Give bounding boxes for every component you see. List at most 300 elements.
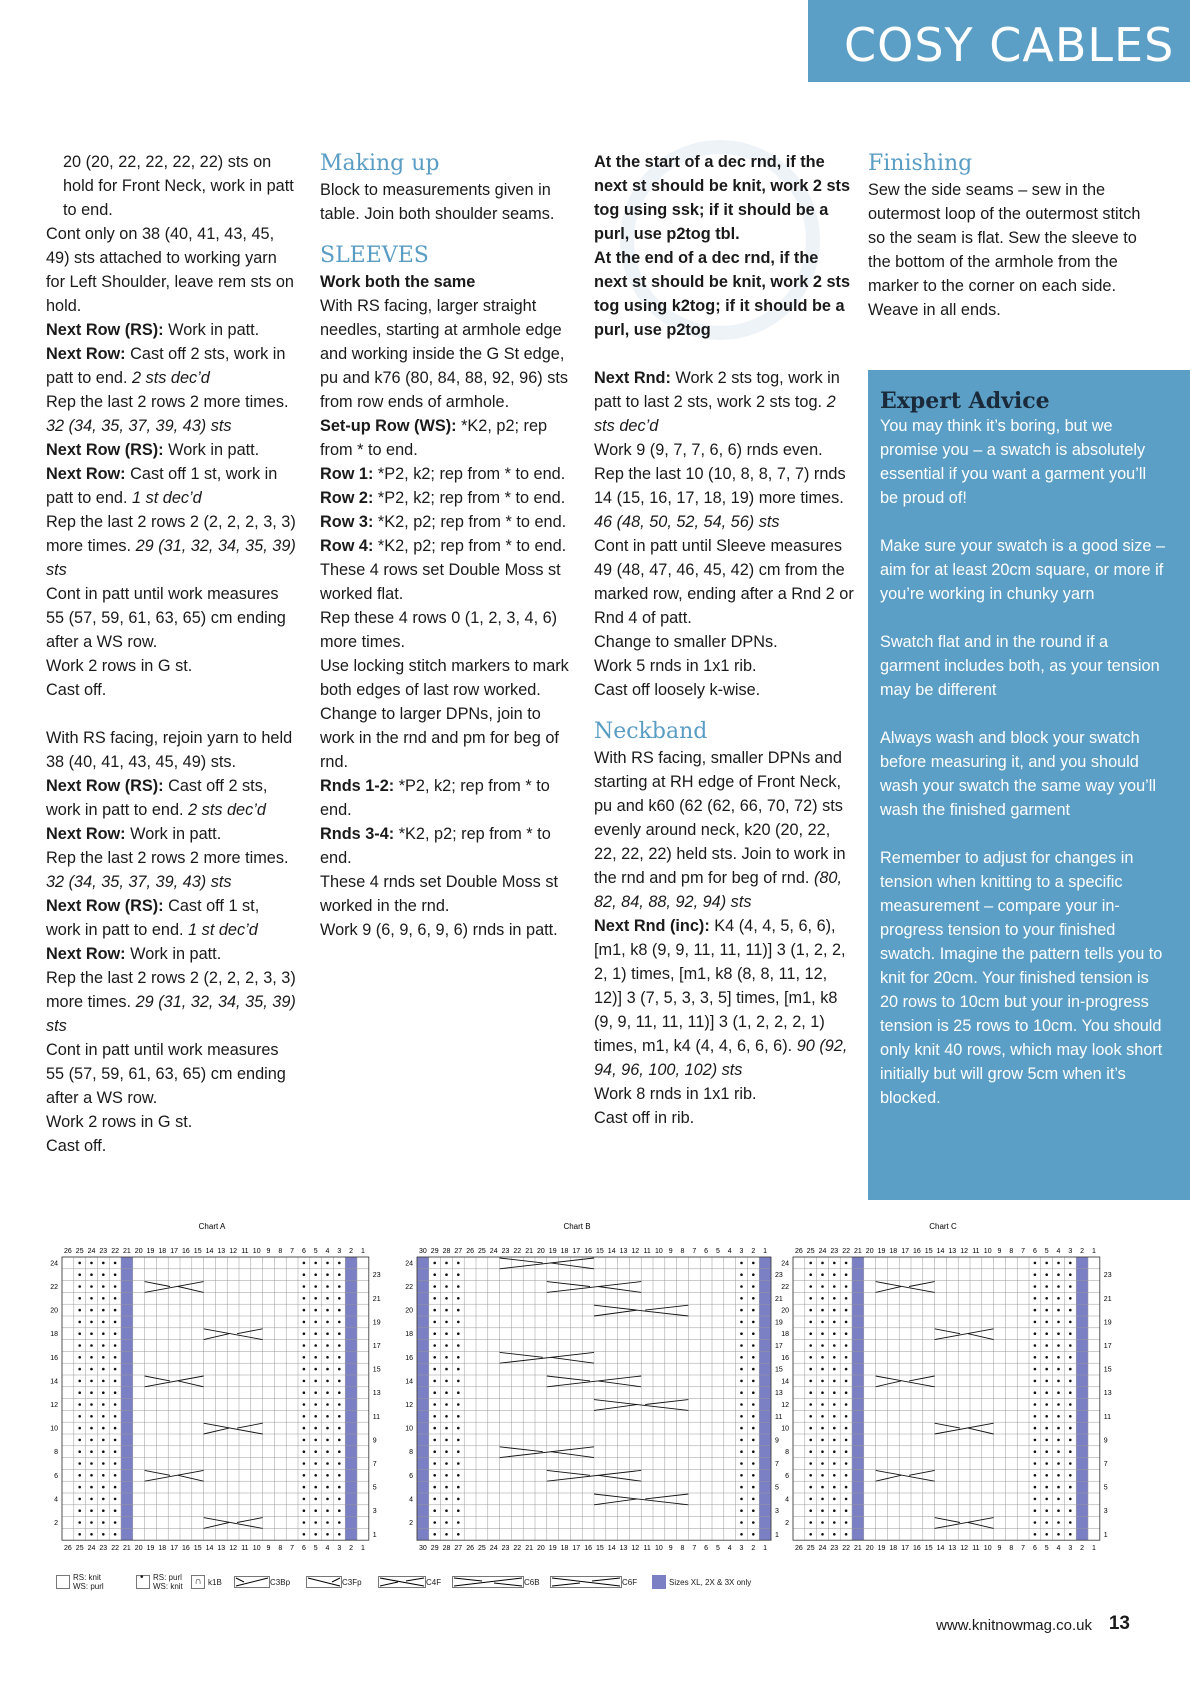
chart-b-col-number: 29 xyxy=(430,1545,439,1553)
chart-a-purl-dot xyxy=(78,1321,81,1324)
chart-b-col-number: 28 xyxy=(442,1248,451,1255)
text: Use locking stitch markers to mark both edges of last row worked. xyxy=(320,657,569,699)
chart-b-purl-dot xyxy=(752,1273,755,1276)
legend-c4f xyxy=(378,1570,441,1594)
chart-c-purl-dot xyxy=(1057,1368,1060,1371)
text: Rep these 4 rows 0 (1, 2, 3, 4, 6) more times. xyxy=(320,609,558,651)
chart-a-purl-dot xyxy=(303,1439,306,1442)
label: Next Row (RS): xyxy=(46,777,164,795)
chart-c-purl-dot xyxy=(1045,1439,1048,1442)
chart-c-purl-dot xyxy=(1069,1356,1072,1359)
chart-a-purl-dot xyxy=(303,1450,306,1453)
chart-c-purl-dot xyxy=(833,1498,836,1501)
text: These 4 rows set Double Moss st worked flat. xyxy=(320,561,561,603)
chart-b-col-number: 15 xyxy=(596,1248,604,1255)
chart-c-purl-dot xyxy=(1069,1498,1072,1501)
chart-b-row-number: 14 xyxy=(405,1378,413,1386)
chart-a-purl-dot xyxy=(326,1391,329,1394)
chart-c-col-number: 20 xyxy=(865,1545,874,1553)
legend-c6b-label: C6B xyxy=(524,1577,540,1587)
chart-c-purl-dot xyxy=(845,1391,848,1394)
chart-a-cable xyxy=(237,1329,263,1334)
legend-k1b-label: k1B xyxy=(208,1577,222,1587)
chart-c-purl-dot xyxy=(845,1321,848,1324)
chart-c-purl-dot xyxy=(845,1332,848,1335)
chart-b-purl-dot xyxy=(752,1521,755,1524)
instruction xyxy=(320,414,575,462)
chart-a-purl-dot xyxy=(326,1285,329,1288)
chart-b-purl-dot xyxy=(457,1462,460,1465)
chart-a-col-number: 22 xyxy=(111,1545,119,1553)
chart-b-row-number: 20 xyxy=(405,1307,413,1315)
chart-a-col-number: 19 xyxy=(146,1248,155,1255)
chart-c-col-number: 18 xyxy=(889,1248,898,1255)
chart-a-purl-dot xyxy=(102,1474,105,1477)
chart-a-purl-dot xyxy=(114,1332,117,1335)
chart-c-purl-dot xyxy=(821,1450,824,1453)
chart-b-purl-dot xyxy=(752,1309,755,1312)
chart-c-col-number: 26 xyxy=(795,1545,803,1553)
chart-c-purl-dot xyxy=(1045,1415,1048,1418)
chart-b-purl-dot xyxy=(433,1509,436,1512)
heading-making-up: Making up xyxy=(320,151,440,176)
chart-c-purl-dot xyxy=(1034,1509,1037,1512)
instruction xyxy=(46,318,296,342)
chart-b-row-number: 21 xyxy=(775,1295,783,1303)
chart-c-purl-dot xyxy=(1069,1427,1072,1430)
chart-c-purl-dot xyxy=(1034,1344,1037,1347)
chart-c-purl-dot xyxy=(833,1509,836,1512)
chart-c-col-number: 12 xyxy=(960,1545,968,1553)
instruction xyxy=(320,462,575,486)
chart-a-purl-dot xyxy=(78,1380,81,1383)
chart-c-purl-dot xyxy=(1069,1332,1072,1335)
chart-a-purl-dot xyxy=(90,1403,93,1406)
instruction xyxy=(46,846,296,894)
chart-b-col-number: 14 xyxy=(607,1248,616,1255)
chart-a-purl-dot xyxy=(90,1262,93,1265)
note: 29 (31, 32, 34, 35, 39) sts xyxy=(46,993,296,1035)
chart-a-purl-dot xyxy=(303,1474,306,1477)
chart-c-purl-dot xyxy=(809,1368,812,1371)
chart-a-purl-dot xyxy=(326,1415,329,1418)
advice-title: Expert Advice xyxy=(880,388,1050,414)
chart-a-purl-dot xyxy=(90,1450,93,1453)
chart-c-purl-dot xyxy=(1069,1262,1072,1265)
chart-a-purl-dot xyxy=(314,1533,317,1536)
chart-a-row-number: 23 xyxy=(372,1272,381,1280)
chart-a-purl-dot xyxy=(326,1321,329,1324)
chart-a-purl-dot xyxy=(78,1439,81,1442)
legend-knit xyxy=(56,1570,104,1594)
chart-a-purl-dot xyxy=(338,1391,341,1394)
chart-a-purl-dot xyxy=(78,1427,81,1430)
chart-a-purl-dot xyxy=(78,1262,81,1265)
chart-c-col-number: 11 xyxy=(972,1248,980,1255)
chart-c-purl-dot xyxy=(1045,1273,1048,1276)
chart-c-row-number: 7 xyxy=(1103,1461,1108,1468)
chart-c-col-number: 9 xyxy=(997,1545,1002,1553)
chart-c-purl-dot xyxy=(1057,1509,1060,1512)
chart-b-purl-dot xyxy=(752,1332,755,1335)
label: Row 1: xyxy=(320,465,374,483)
chart-c-purl-dot xyxy=(809,1285,812,1288)
chart-c-purl-dot xyxy=(1069,1380,1072,1383)
chart-a-col-number: 10 xyxy=(252,1248,261,1255)
chart-b-purl-dot xyxy=(457,1509,460,1512)
chart-a-purl-dot xyxy=(114,1450,117,1453)
chart-a-purl-dot xyxy=(338,1285,341,1288)
chart-a-purl-dot xyxy=(78,1403,81,1406)
chart-c-col-number: 13 xyxy=(948,1545,957,1553)
instruction xyxy=(46,822,296,846)
chart-b-title: Chart B xyxy=(563,1222,591,1231)
chart-c-purl-dot xyxy=(833,1321,836,1324)
chart-c-col-number: 14 xyxy=(936,1248,945,1255)
chart-b-purl-dot xyxy=(457,1356,460,1359)
instruction xyxy=(46,774,296,822)
chart-b-purl-dot xyxy=(433,1368,436,1371)
label: Set-up Row (WS): xyxy=(320,417,457,435)
chart-a-purl-dot xyxy=(102,1391,105,1394)
chart-a-purl-dot xyxy=(314,1321,317,1324)
chart-a-row-number: 7 xyxy=(372,1461,377,1468)
chart-c-col-number: 3 xyxy=(1068,1545,1073,1553)
chart-b-purl-dot xyxy=(433,1297,436,1300)
chart-a-purl-dot xyxy=(90,1498,93,1501)
chart-c-purl-dot xyxy=(809,1262,812,1265)
chart-b-purl-dot xyxy=(740,1450,743,1453)
chart-b-col-number: 18 xyxy=(560,1248,569,1255)
chart-a-purl-dot xyxy=(90,1344,93,1347)
chart-c-purl-dot xyxy=(1045,1533,1048,1536)
chart-b-purl-dot xyxy=(433,1533,436,1536)
text: With RS facing, rejoin yarn to held 38 (40, 41, 43, 45, 49) sts. xyxy=(46,729,293,771)
chart-a-cable xyxy=(145,1470,171,1475)
chart-c-row-number: 21 xyxy=(1103,1295,1112,1303)
advice-text: Always wash and block your swatch before measuring it, and you should wash your swatch the same way you’ll wash the finished garment xyxy=(880,729,1156,819)
chart-a-row-number: 24 xyxy=(50,1260,58,1268)
chart-a-purl-dot xyxy=(303,1498,306,1501)
chart-c-col-number: 22 xyxy=(842,1248,850,1255)
chart-a-purl-dot xyxy=(90,1533,93,1536)
chart-c-purl-dot xyxy=(821,1321,824,1324)
chart-b-purl-dot xyxy=(433,1439,436,1442)
chart-c-col-number: 19 xyxy=(877,1545,886,1553)
chart-b-col-number: 3 xyxy=(739,1248,744,1255)
cable-symbol-icon xyxy=(452,1576,524,1588)
chart-b-purl-dot xyxy=(433,1285,436,1288)
chart-b-purl-dot xyxy=(457,1309,460,1312)
chart-a-col-number: 11 xyxy=(241,1545,249,1553)
chart-b-cable xyxy=(551,1357,594,1363)
legend-c3fp xyxy=(306,1570,362,1594)
chart-b-purl-dot xyxy=(457,1368,460,1371)
chart-b-purl-dot xyxy=(752,1474,755,1477)
chart-c-purl-dot xyxy=(1057,1415,1060,1418)
chart-c-purl-dot xyxy=(821,1332,824,1335)
chart-a-purl-dot xyxy=(326,1533,329,1536)
chart-b-purl-dot xyxy=(752,1498,755,1501)
chart-c-col-number: 14 xyxy=(936,1545,945,1553)
chart-c-purl-dot xyxy=(845,1450,848,1453)
chart-a-purl-dot xyxy=(338,1297,341,1300)
chart-c-purl-dot xyxy=(1034,1533,1037,1536)
chart-a-purl-dot xyxy=(303,1332,306,1335)
chart-b-purl-dot xyxy=(445,1509,448,1512)
chart-c-row-number: 11 xyxy=(1103,1413,1112,1421)
chart-b-purl-dot xyxy=(433,1262,436,1265)
chart-a-row-number: 18 xyxy=(50,1331,58,1339)
chart-b-purl-dot xyxy=(445,1309,448,1312)
chart-b-purl-dot xyxy=(740,1356,743,1359)
chart-b-col-number: 1 xyxy=(763,1248,768,1255)
chart-b-purl-dot xyxy=(445,1439,448,1442)
chart-a-col-number: 1 xyxy=(360,1248,365,1255)
chart-c-purl-dot xyxy=(845,1533,848,1536)
chart-c-purl-dot xyxy=(845,1368,848,1371)
chart-a-purl-dot xyxy=(114,1380,117,1383)
chart-a-purl-dot xyxy=(90,1391,93,1394)
text: Work in patt. xyxy=(163,321,260,339)
chart-b-purl-dot xyxy=(445,1450,448,1453)
chart-a-purl-dot xyxy=(314,1356,317,1359)
text: Cast off 2 sts, work in patt to end. xyxy=(46,345,286,387)
chart-a-purl-dot xyxy=(303,1415,306,1418)
chart-c-purl-dot xyxy=(821,1309,824,1312)
chart-c-row-number: 1 xyxy=(1103,1531,1108,1539)
chart-a-col-number: 17 xyxy=(170,1545,178,1553)
column-1 xyxy=(46,150,296,1158)
chart-a-row-number: 3 xyxy=(372,1508,377,1516)
chart-b-purl-dot xyxy=(752,1380,755,1383)
chart-b-purl-dot xyxy=(445,1474,448,1477)
chart-a-col-number: 8 xyxy=(278,1545,283,1553)
chart-c-col-number: 15 xyxy=(924,1545,933,1553)
chart-c-col-number: 10 xyxy=(983,1545,992,1553)
chart-b-col-number: 30 xyxy=(419,1545,427,1553)
chart-c-purl-dot xyxy=(833,1415,836,1418)
chart-a-col-number: 9 xyxy=(266,1248,271,1255)
chart-c-cable xyxy=(909,1282,935,1287)
chart-a-purl-dot xyxy=(314,1474,317,1477)
chart-b-row-number: 10 xyxy=(405,1425,413,1433)
chart-a-purl-dot xyxy=(78,1297,81,1300)
instruction xyxy=(320,774,575,822)
chart-c-purl-dot xyxy=(1034,1321,1037,1324)
chart-c-purl-dot xyxy=(1034,1273,1037,1276)
chart-b-purl-dot xyxy=(457,1297,460,1300)
chart-a-purl-dot xyxy=(102,1439,105,1442)
chart-a-col-number: 16 xyxy=(182,1545,190,1553)
chart-b-row-number: 16 xyxy=(405,1354,413,1362)
chart-c-purl-dot xyxy=(821,1462,824,1465)
legend-c4f-label: C4F xyxy=(426,1577,442,1587)
chart-a-purl-dot xyxy=(102,1462,105,1465)
chart-a-col-number: 6 xyxy=(301,1248,306,1255)
chart-b-purl-dot xyxy=(752,1462,755,1465)
chart-c-purl-dot xyxy=(1045,1391,1048,1394)
chart-b-purl-dot xyxy=(445,1521,448,1524)
text: Rep the last 2 rows 2 (2, 2, 2, 3, 3) more times. xyxy=(46,969,296,1011)
chart-a-purl-dot xyxy=(78,1344,81,1347)
chart-a-purl-dot xyxy=(114,1474,117,1477)
chart-a-purl-dot xyxy=(338,1344,341,1347)
chart-c-purl-dot xyxy=(1045,1521,1048,1524)
knitting-charts xyxy=(0,1215,1190,1553)
chart-b-purl-dot xyxy=(752,1391,755,1394)
chart-a-purl-dot xyxy=(114,1262,117,1265)
chart-a-purl-dot xyxy=(90,1509,93,1512)
chart-c-purl-dot xyxy=(1034,1450,1037,1453)
chart-a-purl-dot xyxy=(78,1533,81,1536)
label: Next Row (RS): xyxy=(46,441,164,459)
chart-a-purl-dot xyxy=(338,1427,341,1430)
chart-b-purl-dot xyxy=(445,1273,448,1276)
chart-a-col-number: 21 xyxy=(123,1545,131,1553)
label: Next Row (RS): xyxy=(46,321,164,339)
chart-a-col-number: 1 xyxy=(360,1545,365,1553)
chart-b-row-number: 7 xyxy=(775,1461,779,1468)
chart-c-purl-dot xyxy=(821,1297,824,1300)
chart-a-purl-dot xyxy=(90,1321,93,1324)
chart-c-purl-dot xyxy=(1069,1321,1072,1324)
chart-a-purl-dot xyxy=(114,1509,117,1512)
chart-b-col-number: 20 xyxy=(537,1248,545,1255)
chart-b-purl-dot xyxy=(740,1439,743,1442)
chart-a-col-number: 14 xyxy=(205,1545,214,1553)
chart-c-purl-dot xyxy=(1057,1332,1060,1335)
chart-c-row-number: 6 xyxy=(785,1472,789,1480)
chart-b-purl-dot xyxy=(740,1344,743,1347)
chart-c-purl-dot xyxy=(1034,1439,1037,1442)
chart-b-purl-dot xyxy=(740,1486,743,1489)
chart-a-purl-dot xyxy=(326,1403,329,1406)
chart-c-purl-dot xyxy=(1057,1321,1060,1324)
chart-c-row-number: 14 xyxy=(781,1378,789,1386)
chart-a-col-number: 23 xyxy=(99,1248,108,1255)
chart-a-purl-dot xyxy=(114,1309,117,1312)
chart-c-col-number: 20 xyxy=(865,1248,874,1255)
chart-a-purl-dot xyxy=(338,1262,341,1265)
column-3 xyxy=(594,150,856,1130)
chart-b-cable xyxy=(598,1381,641,1387)
chart-b-cable xyxy=(645,1400,688,1405)
chart-c-purl-dot xyxy=(821,1521,824,1524)
chart-b-col-number: 6 xyxy=(704,1248,709,1255)
chart-b-purl-dot xyxy=(445,1403,448,1406)
text: Work 5 rnds in 1x1 rib. xyxy=(594,657,757,675)
chart-c-row-number: 22 xyxy=(781,1284,789,1291)
chart-b-cable xyxy=(500,1447,543,1452)
chart-b-purl-dot xyxy=(445,1297,448,1300)
chart-a-purl-dot xyxy=(338,1533,341,1536)
chart-c-purl-dot xyxy=(1045,1368,1048,1371)
chart-c-purl-dot xyxy=(845,1474,848,1477)
chart-c-purl-dot xyxy=(845,1486,848,1489)
chart-b-col-number: 26 xyxy=(466,1545,474,1553)
chart-a-purl-dot xyxy=(303,1533,306,1536)
text: Cast off. xyxy=(46,1137,107,1155)
chart-a-purl-dot xyxy=(78,1356,81,1359)
chart-c-purl-dot xyxy=(809,1321,812,1324)
chart-c-purl-dot xyxy=(1034,1462,1037,1465)
chart-b-purl-dot xyxy=(752,1509,755,1512)
instruction xyxy=(46,342,296,390)
instruction xyxy=(594,746,856,914)
chart-c-purl-dot xyxy=(809,1439,812,1442)
chart-a-purl-dot xyxy=(326,1356,329,1359)
chart-b-purl-dot xyxy=(740,1285,743,1288)
text: Change to larger DPNs, join to work in the rnd and pm for beg of rnd. xyxy=(320,705,559,771)
text: Cont in patt until work measures 55 (57, 59, 61, 63, 65) cm ending after a WS row. xyxy=(46,585,286,651)
chart-c-purl-dot xyxy=(1069,1474,1072,1477)
chart-a-purl-dot xyxy=(102,1403,105,1406)
label: Rnds 1-2: xyxy=(320,777,395,795)
chart-c-purl-dot xyxy=(1069,1509,1072,1512)
chart-c-purl-dot xyxy=(1069,1285,1072,1288)
chart-a-purl-dot xyxy=(78,1462,81,1465)
chart-b-purl-dot xyxy=(433,1391,436,1394)
chart-a-purl-dot xyxy=(114,1273,117,1276)
chart-c-purl-dot xyxy=(1045,1321,1048,1324)
chart-b-purl-dot xyxy=(433,1380,436,1383)
chart-c-purl-dot xyxy=(1069,1297,1072,1300)
chart-b-purl-dot xyxy=(457,1474,460,1477)
text: Work 9 (6, 9, 6, 9, 6) rnds in patt. xyxy=(320,921,558,939)
chart-a-purl-dot xyxy=(338,1321,341,1324)
chart-b-purl-dot xyxy=(752,1415,755,1418)
chart-b-purl-dot xyxy=(752,1450,755,1453)
chart-c-purl-dot xyxy=(1034,1297,1037,1300)
chart-b-purl-dot xyxy=(740,1321,743,1324)
chart-b-purl-dot xyxy=(433,1344,436,1347)
chart-c-purl-dot xyxy=(821,1285,824,1288)
chart-c-purl-dot xyxy=(833,1344,836,1347)
chart-c-col-number: 17 xyxy=(901,1248,909,1255)
chart-c-purl-dot xyxy=(1034,1380,1037,1383)
chart-b-col-number: 1 xyxy=(763,1545,768,1553)
chart-c-purl-dot xyxy=(821,1356,824,1359)
text: Change to smaller DPNs. xyxy=(594,633,778,651)
chart-a-col-number: 4 xyxy=(325,1545,330,1553)
chart-b-cable xyxy=(594,1499,637,1505)
chart-c-col-number: 25 xyxy=(806,1545,815,1553)
chart-a-purl-dot xyxy=(326,1273,329,1276)
chart-a-purl-dot xyxy=(114,1498,117,1501)
chart-a-purl-dot xyxy=(78,1415,81,1418)
chart-c-purl-dot xyxy=(821,1273,824,1276)
chart-b-cable xyxy=(547,1470,590,1475)
instruction xyxy=(594,366,856,438)
chart-a-purl-dot xyxy=(114,1486,117,1489)
chart-a-purl-dot xyxy=(314,1521,317,1524)
chart-a-purl-dot xyxy=(303,1356,306,1359)
chart-a-purl-dot xyxy=(102,1321,105,1324)
chart-a-purl-dot xyxy=(314,1332,317,1335)
chart-a-col-number: 11 xyxy=(241,1248,249,1255)
chart-a-col-number: 12 xyxy=(229,1248,237,1255)
chart-b-cable xyxy=(594,1310,637,1316)
chart-c-purl-dot xyxy=(1069,1273,1072,1276)
chart-c-purl-dot xyxy=(1069,1486,1072,1489)
chart-c-purl-dot xyxy=(1034,1521,1037,1524)
chart-a-purl-dot xyxy=(314,1297,317,1300)
note: 1 st dec’d xyxy=(132,489,202,507)
text: Cast off 1 st, work in patt to end. xyxy=(46,897,260,939)
text: Work in patt. xyxy=(125,825,222,843)
chart-a-purl-dot xyxy=(90,1356,93,1359)
